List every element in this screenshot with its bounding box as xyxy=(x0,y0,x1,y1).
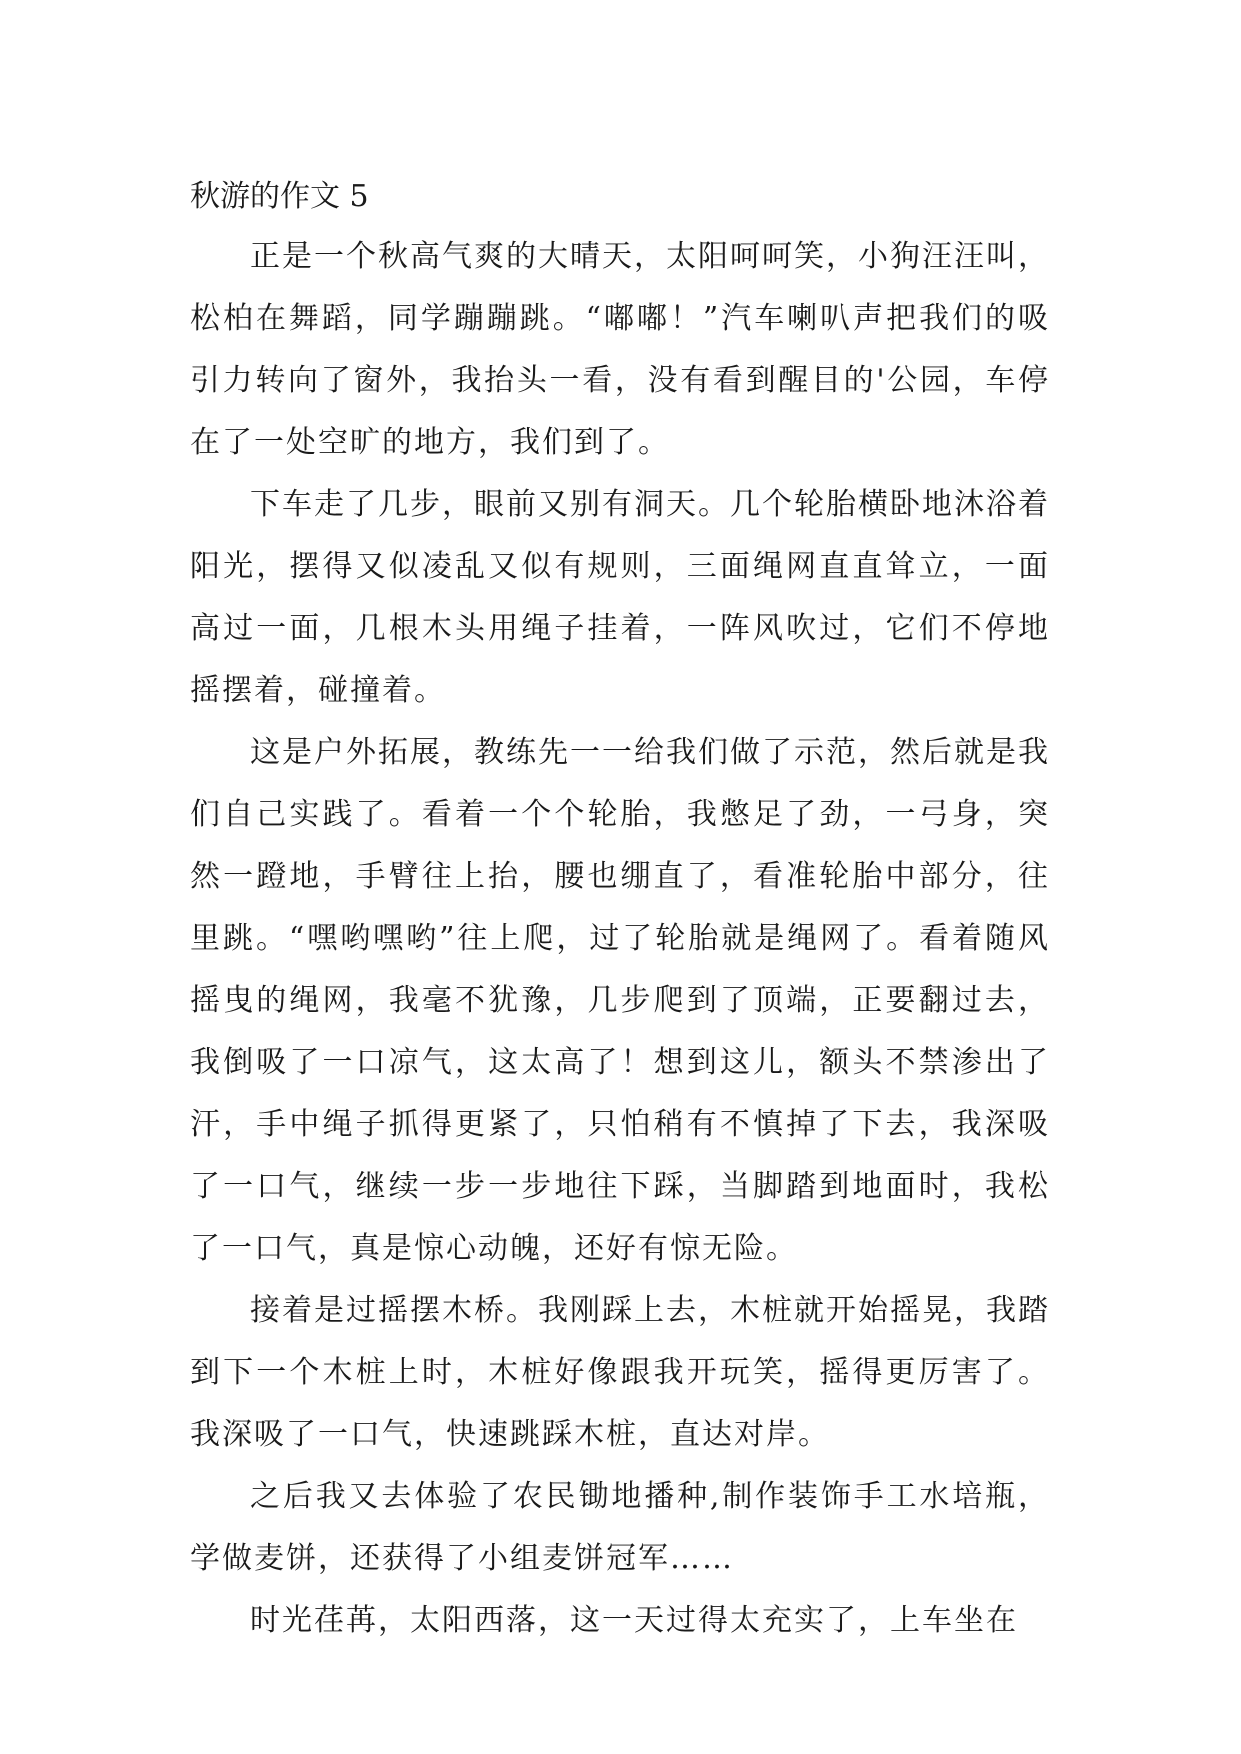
paragraph-1: 正是一个秋高气爽的大晴天，太阳呵呵笑，小狗汪汪叫，松柏在舞蹈，同学蹦蹦跳。“嘟嘟！”汽车喇叭声把我们的吸引力转向了窗外，我抬头一看，没有看到醒目的'公园，车停在了一处空旷的地方，我们到了。 xyxy=(190,239,1050,460)
paragraph-6: 时光荏苒，太阳西落，这一天过得太充实了，上车坐在 xyxy=(250,1603,1018,1638)
document-title: 秋游的作文 5 xyxy=(190,179,369,214)
paragraph-4: 接着是过摇摆木桥。我刚踩上去，木桩就开始摇晃，我踏到下一个木桩上时，木桩好像跟我开玩笑，摇得更厉害了。我深吸了一口气，快速跳踩木桩，直达对岸。 xyxy=(190,1293,1050,1452)
paragraph-5: 之后我又去体验了农民锄地播种,制作装饰手工水培瓶，学做麦饼，还获得了小组麦饼冠军…… xyxy=(190,1479,1050,1576)
document-body xyxy=(190,168,1050,1652)
paragraph-3: 这是户外拓展，教练先一一给我们做了示范，然后就是我们自己实践了。看着一个个轮胎，我憋足了劲，一弓身，突然一蹬地，手臂往上抬，腰也绷直了，看准轮胎中部分，往里跳。“嘿哟嘿哟”往上爬，过了轮胎就是绳网了。看着随风摇曳的绳网，我毫不犹豫，几步爬到了顶端，正要翻过去，我倒吸了一口凉气，这太高了！想到这儿，额头不禁渗出了汗，手中绳子抓得更紧了，只怕稍有不慎掉了下去，我深吸了一口气，继续一步一步地往下踩，当脚踏到地面时，我松了一口气，真是惊心动魄，还好有惊无险。 xyxy=(190,735,1050,1266)
paragraph-2: 下车走了几步，眼前又别有洞天。几个轮胎横卧地沐浴着阳光，摆得又似凌乱又似有规则，三面绳网直直耸立，一面高过一面，几根木头用绳子挂着，一阵风吹过，它们不停地摇摆着，碰撞着。 xyxy=(190,487,1050,708)
